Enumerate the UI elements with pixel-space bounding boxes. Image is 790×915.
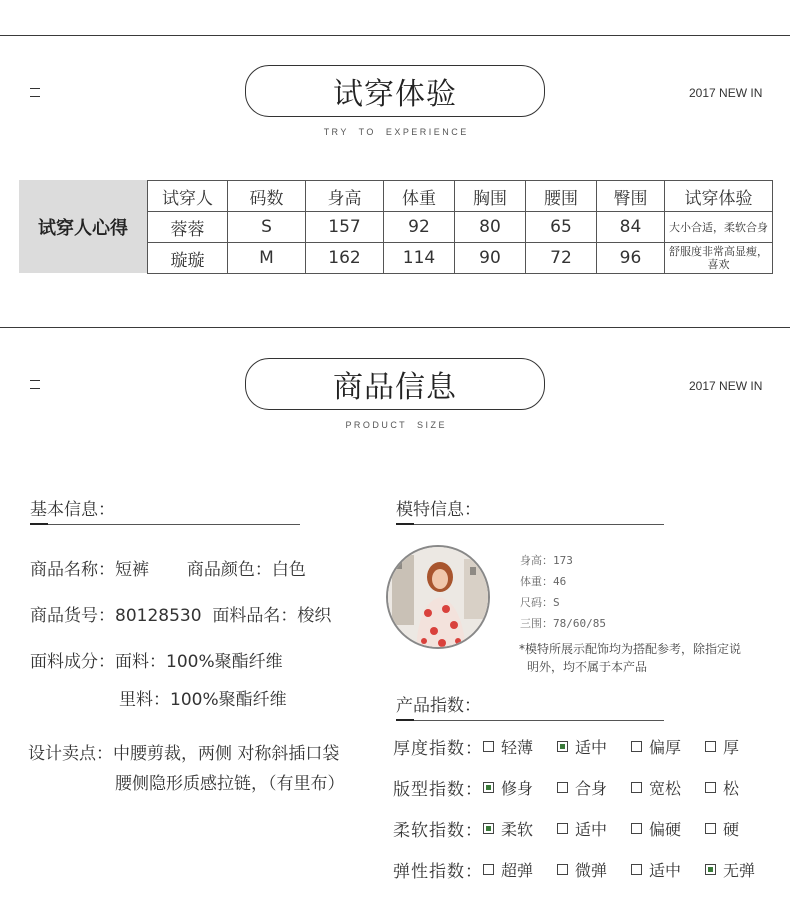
index-option [705, 858, 755, 881]
trial-tag: 2017 NEW IN [689, 86, 763, 100]
product-subtitle: P R O D U C T S I Z E [345, 420, 445, 430]
index-option [705, 735, 739, 758]
unchecked-box-icon [483, 741, 494, 752]
header-cell: 胸围 [455, 181, 526, 212]
trial-title: 试穿体验 [245, 65, 545, 117]
index-row-label: 厚度指数： [393, 739, 483, 759]
index-underline-accent [396, 719, 414, 721]
index-option-label: 偏硬 [649, 820, 682, 839]
trial-subtitle: T R Y T O E X P E R I E N C E [323, 127, 467, 137]
model-note-line-2: 明外，均不属于本产品 [527, 660, 648, 674]
index-option-label: 硬 [723, 820, 740, 839]
index-option-label: 柔软 [501, 820, 534, 839]
index-option-label: 厚 [723, 738, 740, 757]
deco-dash-1 [30, 88, 40, 89]
index-option-label: 修身 [501, 779, 534, 798]
table-cell: 蓉蓉 [148, 212, 228, 243]
trial-side-label: 试穿人心得 [19, 180, 147, 273]
unchecked-box-icon [705, 741, 716, 752]
product-tag: 2017 NEW IN [689, 379, 763, 393]
model-measurements: 三围：78/60/85 [520, 617, 606, 630]
index-option [631, 735, 681, 758]
index-option-label: 无弹 [723, 861, 756, 880]
table-cell: 96 [597, 243, 665, 274]
deco-dash-2 [30, 96, 40, 97]
index-option [557, 776, 607, 799]
table-row [148, 243, 773, 274]
table-cell: S [228, 212, 306, 243]
model-avatar [386, 545, 490, 649]
index-option [705, 817, 739, 840]
index-option [483, 776, 533, 799]
index-row-label: 弹性指数： [393, 862, 483, 882]
index-option-label: 松 [723, 779, 740, 798]
unchecked-box-icon [557, 823, 568, 834]
checked-box-icon [705, 864, 716, 875]
model-height: 身高：173 [520, 554, 573, 567]
index-option-label: 适中 [649, 861, 682, 880]
basic-line-sku: 商品货号：80128530 面料品名：梭织 [30, 606, 332, 626]
index-option-label: 适中 [575, 738, 608, 757]
checked-box-icon [483, 823, 494, 834]
unchecked-box-icon [631, 741, 642, 752]
unchecked-box-icon [483, 864, 494, 875]
table-cell-comment: 大小合适，柔软合身 [665, 212, 773, 243]
basic-line-fabric: 面料成分：面料：100%聚酯纤维 [30, 652, 283, 672]
deco-dash-3 [30, 380, 40, 381]
basic-underline-accent [30, 523, 48, 525]
table-cell: 璇璇 [148, 243, 228, 274]
index-title: 产品指数： [396, 696, 481, 716]
basic-underline [30, 524, 300, 525]
header-cell: 码数 [228, 181, 306, 212]
header-cell: 试穿体验 [665, 181, 773, 212]
table-cell: 80 [455, 212, 526, 243]
unchecked-box-icon [631, 782, 642, 793]
checked-box-icon [483, 782, 494, 793]
unchecked-box-icon [705, 782, 716, 793]
index-row-label: 柔软指数： [393, 821, 483, 841]
model-note [519, 640, 781, 676]
index-option [483, 735, 533, 758]
table-cell: 162 [306, 243, 384, 274]
model-info-title: 模特信息： [396, 500, 481, 520]
header-cell: 腰围 [526, 181, 597, 212]
model-underline [396, 524, 664, 525]
basic-info-title: 基本信息： [30, 500, 115, 520]
product-title: 商品信息 [245, 358, 545, 410]
model-underline-accent [396, 523, 414, 525]
model-size: 尺码：S [520, 596, 560, 609]
index-option-label: 偏厚 [649, 738, 682, 757]
unchecked-box-icon [557, 864, 568, 875]
index-option [631, 858, 681, 881]
index-option [631, 817, 681, 840]
basic-line-design: 设计卖点：中腰剪裁，两侧 对称斜插口袋 [28, 744, 340, 764]
index-option [483, 817, 533, 840]
index-option [631, 776, 681, 799]
deco-dash-4 [30, 388, 40, 389]
table-cell: 157 [306, 212, 384, 243]
basic-line-lining: 里料：100%聚酯纤维 [119, 690, 287, 710]
index-option [557, 817, 607, 840]
model-photo-icon [388, 547, 490, 649]
model-weight: 体重：46 [520, 575, 567, 588]
unchecked-box-icon [557, 782, 568, 793]
trial-table [147, 180, 773, 274]
table-cell-comment: 舒服度非常高显瘦，喜欢 [665, 243, 773, 274]
model-note-line-1: *模特所展示配饰均为搭配参考，除指定说 [519, 642, 742, 656]
basic-line-name-color: 商品名称：短裤 商品颜色：白色 [30, 560, 306, 580]
unchecked-box-icon [631, 823, 642, 834]
table-cell: 72 [526, 243, 597, 274]
unchecked-box-icon [631, 864, 642, 875]
basic-line-design-2: 腰侧隐形质感拉链，（有里布） [115, 774, 345, 794]
table-row [148, 212, 773, 243]
middle-divider [0, 327, 790, 328]
unchecked-box-icon [705, 823, 716, 834]
index-option-label: 宽松 [649, 779, 682, 798]
index-row-label: 版型指数： [393, 780, 483, 800]
header-cell: 体重 [384, 181, 455, 212]
table-cell: 90 [455, 243, 526, 274]
index-option-label: 超弹 [501, 861, 534, 880]
table-cell: M [228, 243, 306, 274]
index-option [483, 858, 533, 881]
checked-box-icon [557, 741, 568, 752]
header-cell: 身高 [306, 181, 384, 212]
top-divider [0, 35, 790, 36]
index-underline [396, 720, 664, 721]
index-option [557, 858, 607, 881]
index-option-label: 适中 [575, 820, 608, 839]
table-cell: 114 [384, 243, 455, 274]
table-cell: 84 [597, 212, 665, 243]
header-cell: 试穿人 [148, 181, 228, 212]
index-option [557, 735, 607, 758]
index-option-label: 微弹 [575, 861, 608, 880]
header-cell: 臀围 [597, 181, 665, 212]
table-cell: 65 [526, 212, 597, 243]
trial-header-row [148, 181, 773, 212]
index-option-label: 合身 [575, 779, 608, 798]
index-option [705, 776, 739, 799]
index-option-label: 轻薄 [501, 738, 534, 757]
table-cell: 92 [384, 212, 455, 243]
